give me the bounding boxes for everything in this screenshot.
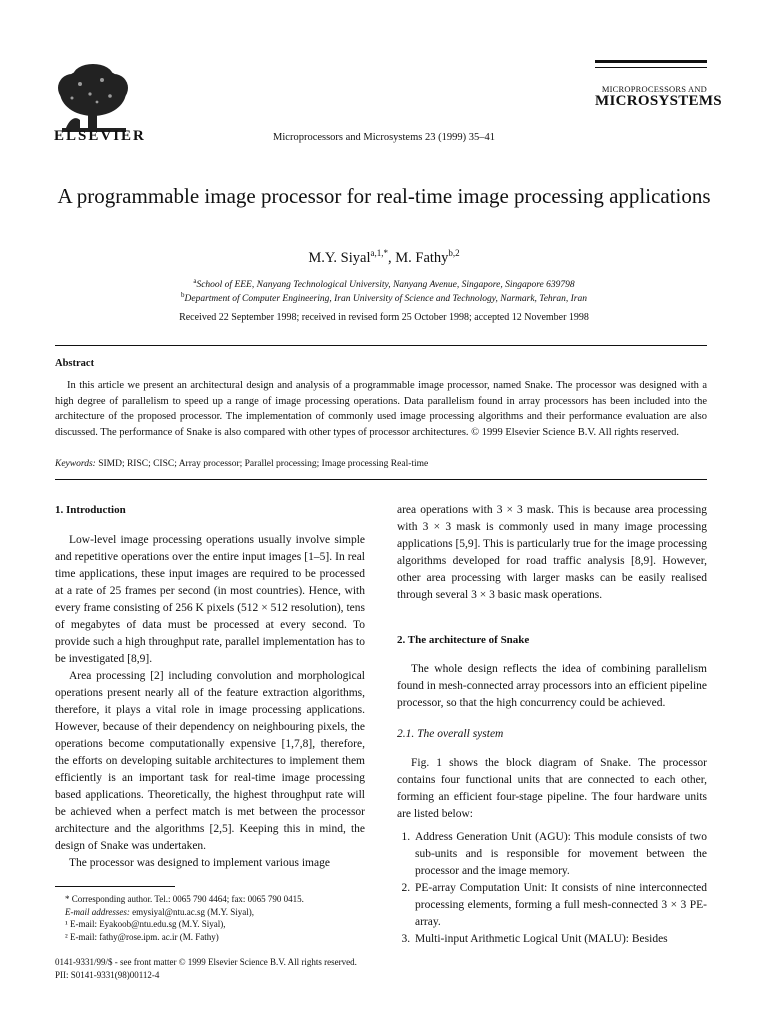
affiliation-b-mark: b — [181, 291, 185, 299]
author-list — [0, 248, 768, 267]
section-2-paragraph: The whole design reflects the idea of combining parallelism found in mesh-connected array processors into an efficient pipeline processor, so that the high concurrency could be achieved. — [397, 663, 707, 709]
affiliation-a-mark: a — [193, 277, 197, 285]
list-item: 3. Multi-input Arithmetic Logical Unit (MALU): Besides — [413, 931, 707, 948]
abstract-heading: Abstract — [55, 358, 95, 369]
footnotes — [55, 893, 375, 943]
left-column — [55, 502, 365, 872]
abstract-text: In this article we present an architectural design and analysis of a programmable image processor, named Snake. The processor was designed with a high degree of parallelism to speed up a range of image processing operations. Data parallelism found in array processors has been included into the architecture of the proposed processor. The implementation of commonly used image processing algorithms and their performance evaluation are also discussed. The performance of Snake is also compared with other types of processor architectures. © 1999 Elsevier Science B.V. All rights reserved. — [55, 380, 707, 438]
right-column — [397, 502, 707, 948]
footnote-email-text: emysiyal@ntu.ac.sg (M.Y. Siyal), — [129, 906, 255, 917]
brand-big-text: MICROSYSTEMS — [595, 93, 722, 109]
copyright-info — [55, 956, 357, 982]
list-item: 2. PE-array Computation Unit: It consists of nine interconnected processing elements, forming a full mesh-connected 3 × 3 PE-array. — [413, 880, 707, 931]
right-paragraph-0: area operations with 3 × 3 mask. This is because area processing with 3 × 3 mask is commonly used in many image processing applications [5,9]. This is particularly true for the image processing algorithms developed for road traffic analysis [8,9]. However, other area processing with larger masks can be easily realised through several 3 × 3 basic mask operations. — [397, 504, 707, 601]
intro-paragraph-2: Area processing [2] including convolution and morphological operations present nearly all of the feature extraction algorithms, therefore, it plays a vital role in image processing applications. However, because of their dependency on neighbouring pixels, the operations become computationally expensive [1,7,8], therefore, the efforts on developing suitable architectures to implement them efficiently is an important task for real-time image processing based applications. Theoretically, the highest throughput rate will be achieved when a perfect match is met between the processor architecture and the algorithms [2,5]. Keeping this in mind, the design of Snake was undertaken. — [55, 670, 365, 852]
affiliation-a — [0, 277, 768, 290]
abstract-top-rule — [55, 345, 707, 346]
keywords-label: Keywords: — [55, 459, 96, 469]
section-2-1-paragraph: Fig. 1 shows the block diagram of Snake. The processor contains four functional units that are connected to each other, forming an efficient four-stage pipeline. The four hardware units are listed below: — [397, 757, 707, 820]
journal-citation: Microprocessors and Microsystems 23 (1999) 35–41 — [273, 132, 495, 143]
author-2: M. Fathy — [395, 249, 449, 266]
footnote-1: ¹ E-mail: Eyakoob@ntu.edu.sg (M.Y. Siyal), — [65, 919, 226, 929]
footnote-email — [55, 906, 375, 919]
footnote-email-label: E-mail addresses: — [65, 906, 130, 917]
abstract-bottom-rule — [55, 479, 707, 480]
author-1: M.Y. Siyal — [308, 249, 371, 266]
list-item: 1. Address Generation Unit (AGU): This module consists of two sub-units and is responsible for movement between the processor and the image memory. — [413, 829, 707, 880]
footnote-rule — [55, 886, 175, 887]
publisher-name: ELSEVIER — [54, 128, 146, 144]
footnote-corresponding: * Corresponding author. Tel.: 0065 790 4464; fax: 0065 790 0415. — [65, 894, 304, 904]
journal-brand — [595, 60, 722, 110]
section-1-heading: 1. Introduction — [55, 504, 126, 516]
brand-small-text: MICROPROCESSORS AND — [601, 84, 707, 94]
received-dates: Received 22 September 1998; received in revised form 25 October 1998; accepted 12 November 1998 — [179, 312, 589, 323]
pii-line: PII: S0141-9331(98)00112-4 — [55, 970, 160, 980]
footnote-2: ² E-mail: fathy@rose.ipm. ac.ir (M. Fathy) — [65, 931, 219, 942]
intro-paragraph-1: Low-level image processing operations usually involve simple and repetitive operations over the entire input images [1–5]. In real time applications, these input images are required to be processed at a rate of 25 frames per second (in most countries). Hence, with every frame consisting of 256 K pixels (512 × 512 resolution), tens of megabytes of data must be processed at every second. To provide such a high throughput rate, parallel implementation has to be investigated [8,9]. — [55, 534, 365, 665]
author-separator: , — [388, 249, 396, 266]
intro-paragraph-3: The processor was designed to implement various image — [69, 857, 330, 869]
section-2-heading: 2. The architecture of Snake — [397, 634, 530, 646]
hardware-unit-list — [397, 829, 707, 948]
paper-title: A programmable image processor for real-time image processing applications — [57, 184, 711, 208]
author-2-marks: b,2 — [448, 248, 460, 258]
copyright-line: 0141-9331/99/$ - see front matter © 1999 Elsevier Science B.V. All rights reserved. — [55, 957, 357, 967]
keywords-text: SIMD; RISC; CISC; Array processor; Parallel processing; Image processing Real-time — [95, 459, 429, 469]
brand-rule-thick — [595, 60, 707, 63]
section-2-1-heading: 2.1. The overall system — [397, 728, 504, 740]
keywords — [55, 459, 707, 469]
affiliation-a-text: School of EEE, Nanyang Technological University, Nanyang Avenue, Singapore, Singapore 639798 — [196, 280, 575, 291]
brand-rule-thin — [595, 67, 707, 68]
affiliation-b — [0, 291, 768, 304]
affiliation-b-text: Department of Computer Engineering, Iran University of Science and Technology, Narmark, Tehran, Iran — [184, 294, 587, 305]
author-1-marks: a,1,* — [370, 248, 388, 258]
